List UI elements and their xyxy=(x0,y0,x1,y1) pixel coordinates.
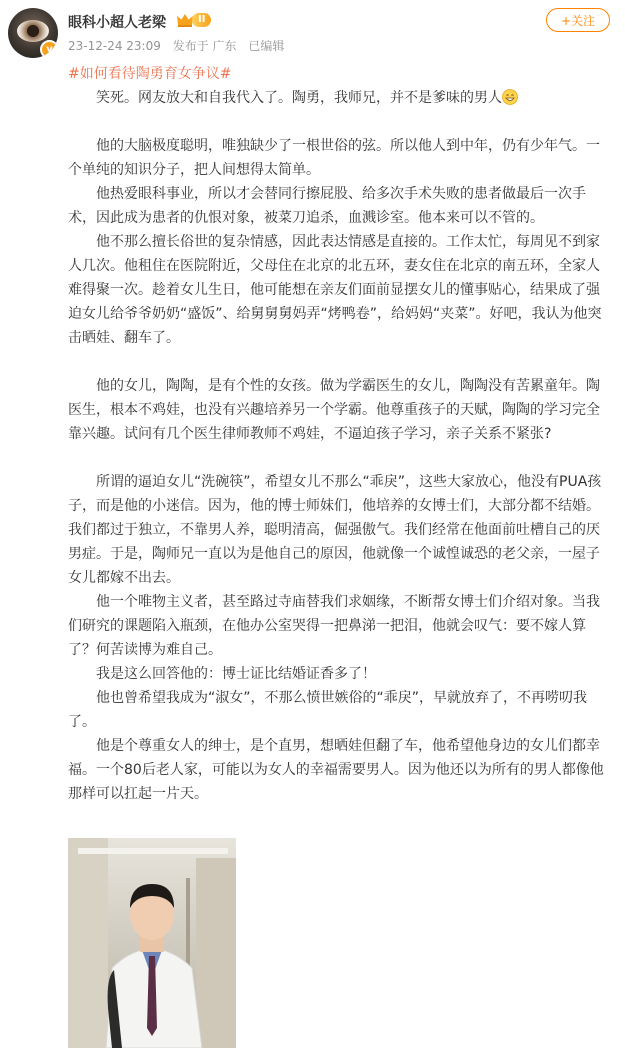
verified-badge-icon: v xyxy=(40,40,58,58)
paragraph-gap xyxy=(68,446,610,470)
paragraph-text: 笑死。网友放大和自我代入了。陶勇，我师兄，并不是爹味的男人 xyxy=(96,90,502,106)
paragraph-gap xyxy=(68,350,610,374)
paragraph-gap xyxy=(68,110,610,134)
post-paragraph: 我是这么回答他的：博士证比结婚证香多了！ xyxy=(96,666,376,682)
post-photo[interactable] xyxy=(68,838,236,1048)
avatar[interactable] xyxy=(8,8,58,58)
post-paragraph: 所谓的逼迫女儿“洗碗筷”，希望女儿不那么“乖戾”，这些大家放心，他没有PUA孩子，而是他的小迷信。因为，他的博士师妹们，他培养的女博士们，大部分都不结婚。我们都过于独立，不靠男人养，聪明清高，倔强傲气。我们经常在他面前吐槽自己的厌男症。于是，陶师兄一直以为是他自己的原因，他就像一个诚惶诚恐的老父亲，一屋子女儿都嫁不出去。 xyxy=(68,474,602,586)
post-paragraph: 他也曾希望我成为“淑女”，不那么愤世嫉俗的“乖戾”，早就放弃了，不再唠叨我了。 xyxy=(68,690,588,730)
post-source: 发布于 广东 xyxy=(172,39,237,53)
post-meta xyxy=(68,37,292,54)
doctor-photo-image xyxy=(68,838,236,1048)
post-paragraph: 他的女儿，陶陶，是有个性的女孩。做为学霸医生的女儿，陶陶没有苦累童年。陶医生，根本不鸡娃，也没有兴趣培养另一个学霸。他尊重孩子的天赋，陶陶的学习完全靠兴趣。试问有几个医生律师教师不鸡娃，不逼迫孩子学习，亲子关系不紧张? xyxy=(68,378,600,442)
post-header xyxy=(0,0,625,62)
post-content xyxy=(68,62,610,806)
post-paragraph xyxy=(68,86,610,110)
post-paragraph: 他的大脑极度聪明，唯独缺少了一根世俗的弦。所以他人到中年，仍有少年气。一个单纯的知识分子，把人间想得太简单。 xyxy=(68,138,600,178)
post-timestamp[interactable]: 23-12-24 23:09 xyxy=(68,39,161,53)
level-badge: II xyxy=(192,13,211,27)
post-paragraph: 他一个唯物主义者，甚至路过寺庙替我们求姻缘，不断帮女博士们介绍对象。当我们研究的课题陷入瓶颈，在他办公室哭得一把鼻涕一把泪，他就会叹气：要不嫁人算了？何苦读博为难自己。 xyxy=(68,594,600,658)
post-paragraph: 他是个尊重女人的绅士，是个直男，想晒娃但翻了车，他希望他身边的女儿们都幸福。一个80后老人家，可能以为女人的幸福需要男人。因为他还以为所有的男人都像他那样可以扛起一片天。 xyxy=(68,738,604,802)
post-paragraph: 他热爱眼科事业，所以才会替同行擦屁股、给多次手术失败的患者做最后一次手术，因此成为患者的仇恨对象，被菜刀追杀，血溅诊室。他本来可以不管的。 xyxy=(68,186,586,226)
user-name[interactable]: 眼科小超人老梁 xyxy=(68,15,166,31)
edited-label[interactable]: 已编辑 xyxy=(248,39,285,53)
topic-link[interactable]: #如何看待陶勇育女争议# xyxy=(68,66,232,82)
post-paragraph: 他不那么擅长俗世的复杂情感，因此表达情感是直接的。工作太忙，每周见不到家人几次。他租住在医院附近，父母住在北京的北五环，妻女住在北京的南五环，全家人难得聚一次。趁着女儿生日，他可能想在亲友们面前显摆女儿的懂事贴心，结果成了强迫女儿给爷爷奶奶“盛饭”、给舅舅舅妈弄“烤鸭卷”，给妈妈“夹菜”。好吧，我认为他突击晒娃、翻车了。 xyxy=(68,234,602,346)
smile-emoji-icon xyxy=(502,89,518,105)
follow-button[interactable]: +关注 xyxy=(546,8,610,32)
avatar-eye-image xyxy=(17,20,49,42)
